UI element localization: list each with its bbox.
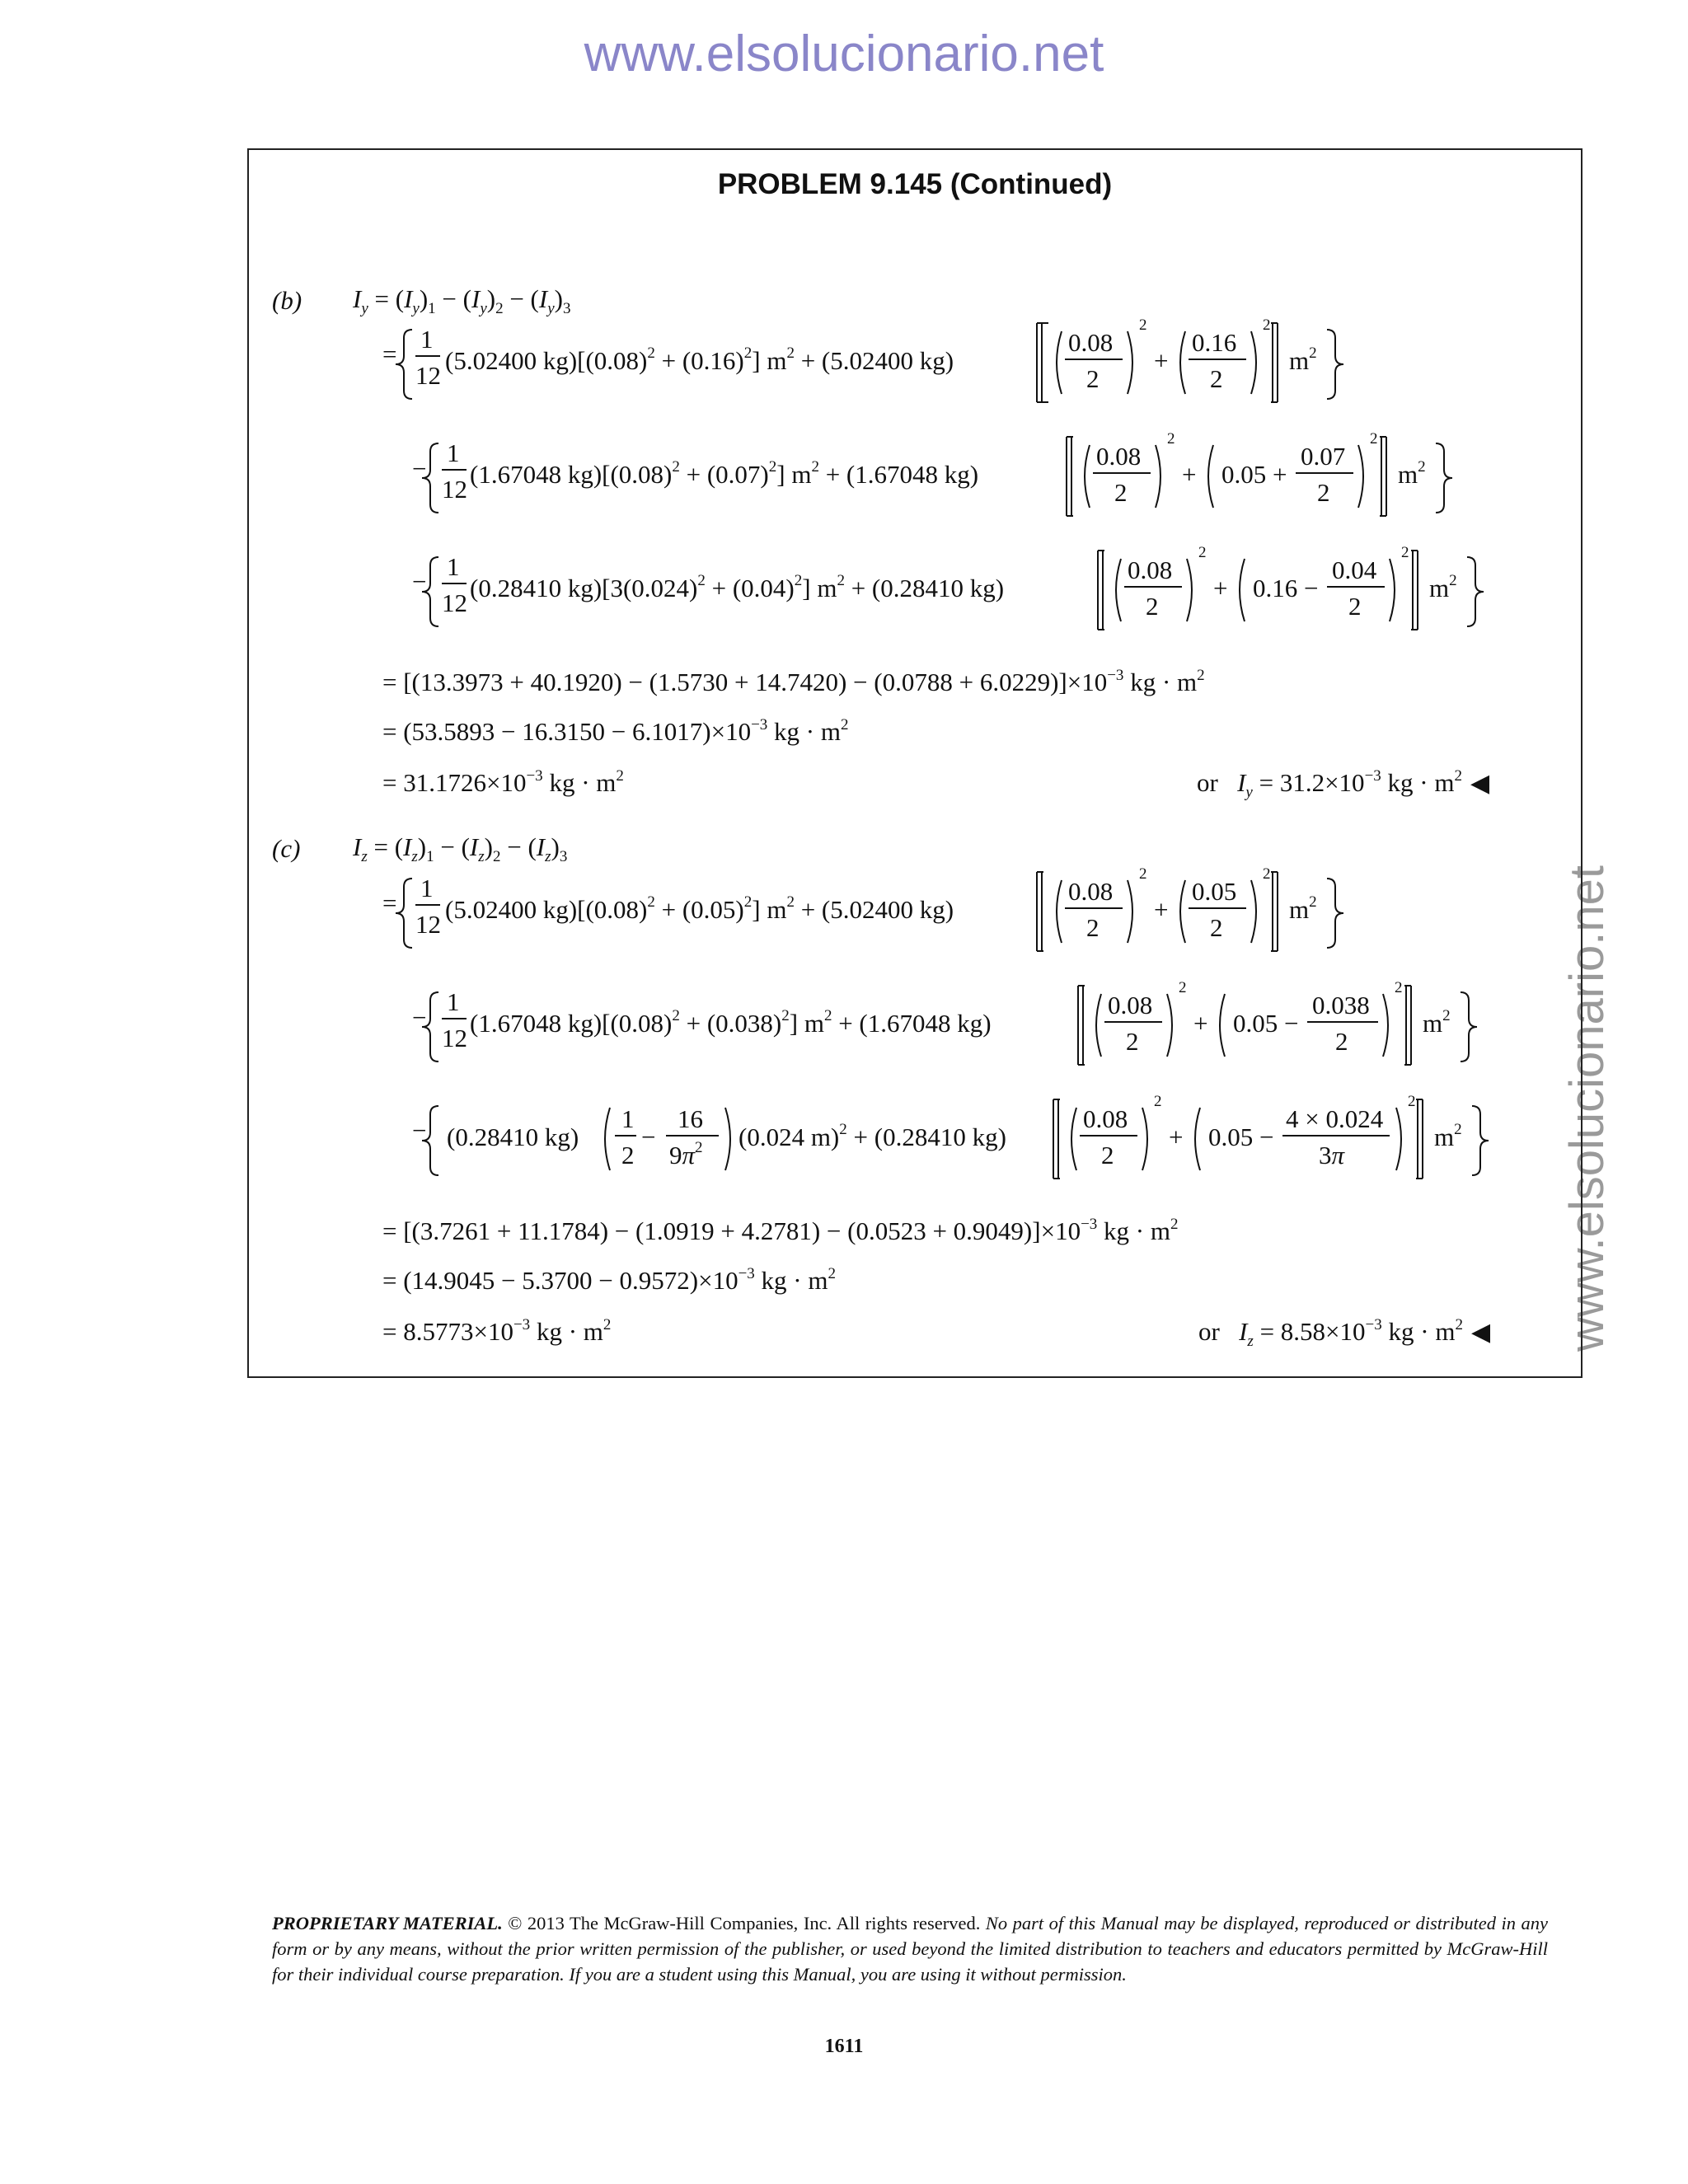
svg-text:12: 12 bbox=[442, 1024, 467, 1052]
svg-text:9π2: $9\pi^2$ bbox=[669, 1139, 703, 1169]
svg-text:12: 12 bbox=[415, 910, 441, 939]
svg-text:+: + bbox=[1154, 346, 1169, 375]
svg-text:0.038: 0.038 bbox=[1312, 991, 1370, 1019]
svg-text:1: 1 bbox=[420, 874, 434, 902]
svg-text:1: 1 bbox=[447, 987, 460, 1016]
svg-text:m2: $m^2$ bbox=[1429, 572, 1457, 602]
svg-text:2: 2 bbox=[1395, 979, 1403, 996]
part-c-final-value: = $8.5773\times 10^{-3}$ kg · $m^2$ bbox=[382, 1316, 612, 1346]
svg-text:2: 2 bbox=[1167, 430, 1175, 448]
svg-text:0.08: 0.08 bbox=[1068, 877, 1114, 906]
svg-text:0.08: 0.08 bbox=[1128, 555, 1173, 584]
svg-text:2: 2 bbox=[1126, 1027, 1139, 1056]
svg-text:2: 2 bbox=[1139, 865, 1147, 883]
svg-text:0.05: 0.05 bbox=[1192, 877, 1237, 906]
part-b-label: (b) bbox=[272, 286, 302, 315]
svg-text:−: − bbox=[412, 1116, 427, 1145]
svg-text:−: − bbox=[412, 567, 427, 596]
svg-text:12: 12 bbox=[442, 588, 467, 617]
answer-marker-icon: ◀ bbox=[1470, 1319, 1491, 1346]
svg-text:+: + bbox=[1193, 1009, 1208, 1038]
svg-text:16: 16 bbox=[678, 1104, 703, 1133]
answer-marker-icon: ◀ bbox=[1470, 770, 1490, 797]
part-c-answer: or $I_z = 8.58\times 10^{-3}$ kg · $m^2$ ◀ bbox=[1198, 1316, 1491, 1350]
svg-text:2: 2 bbox=[1335, 1027, 1348, 1056]
svg-text:2: 2 bbox=[1348, 592, 1362, 621]
watermark-top: www.elsolucionario.net bbox=[584, 26, 1104, 82]
svg-text:(5.02400 kg)[(0.08)2 + (0.05)2: (5.02400 $kg)[(0.08)^2 + (0.05)^2] m^2 + (5.02400$ kg) bbox=[445, 893, 954, 924]
svg-text:2: 2 bbox=[1154, 1093, 1162, 1110]
svg-text:−: − bbox=[641, 1122, 656, 1151]
svg-text:0.08: 0.08 bbox=[1068, 328, 1114, 357]
svg-text:(5.02400 kg)[(0.08)2 + (0.16)2: (5.02400 $kg)[(0.08)^2 + (0.16)^2] m^2 + (5.02400$ kg) bbox=[445, 344, 954, 375]
svg-text:1: 1 bbox=[447, 552, 460, 581]
svg-text:(0.024 m)2 + (0.28410 kg): (0.024 m)$^2$ + (0.28410 kg) bbox=[738, 1121, 1006, 1151]
svg-text:2: 2 bbox=[1263, 316, 1271, 334]
part-c-sum-line-1: = $[(3.7261 + 11.1784) - (1.0919 + 4.2781) - (0.0523 + 0.9049)]\times 10^{-3}$ kg · $m^2$ bbox=[382, 1216, 1179, 1245]
svg-text:0.05 −: 0.05 − bbox=[1233, 1009, 1299, 1038]
svg-text:1: 1 bbox=[447, 438, 460, 467]
svg-text:0.16 −: 0.16 − bbox=[1253, 574, 1319, 602]
svg-text:0.05 −: 0.05 − bbox=[1208, 1122, 1274, 1151]
part-b-sum-line-1: = $[(13.3973 + 40.1920) - (1.5730 + 14.7420) - (0.0788 + 6.0229)]\times 10^{-3}$ kg · $m^2$ bbox=[382, 667, 1205, 696]
svg-text:2: 2 bbox=[1086, 364, 1100, 393]
svg-text:0.07: 0.07 bbox=[1301, 442, 1346, 471]
svg-text:2: 2 bbox=[1210, 364, 1223, 393]
part-c-label: (c) bbox=[272, 834, 301, 863]
svg-text:(1.67048 kg)[(0.08)2 + (0.07)2: (1.67048 $kg)[(0.08)^2 + (0.07)^2] m^2 + (1.67048$ kg) bbox=[470, 458, 979, 489]
svg-text:(0.28410 kg): (0.28410 kg) bbox=[447, 1122, 579, 1151]
svg-text:2: 2 bbox=[1198, 544, 1207, 561]
part-b-final-value: = $31.1726\times 10^{-3}$ kg · $m^2$ bbox=[382, 767, 624, 797]
svg-text:12: 12 bbox=[442, 475, 467, 504]
svg-text:2: 2 bbox=[1114, 478, 1128, 507]
page-number: 1611 bbox=[824, 2036, 864, 2057]
part-b-sum-line-2: = $(53.5893 - 16.3150 - 6.1017)\times 10^{-3}$ kg · $m^2$ bbox=[382, 716, 849, 746]
svg-text:2: 2 bbox=[1179, 979, 1187, 996]
svg-text:+: + bbox=[1154, 895, 1169, 924]
svg-text:3π: 3π bbox=[1319, 1141, 1345, 1169]
svg-text:1: 1 bbox=[621, 1104, 635, 1133]
svg-text:+: + bbox=[1169, 1122, 1184, 1151]
svg-text:m2: $m^2$ bbox=[1289, 893, 1317, 924]
svg-text:−: − bbox=[412, 454, 427, 483]
svg-text:m2: $m^2$ bbox=[1289, 344, 1317, 375]
svg-text:4 × 0.024: 4 × 0.024 bbox=[1286, 1104, 1384, 1133]
svg-text:12: 12 bbox=[415, 361, 441, 390]
svg-text:m2: $m^2$ bbox=[1434, 1121, 1462, 1151]
part-b-equation-header: $I_y = (I_y)_1 - (I_y)_2 - (I_y)_3$ bbox=[353, 284, 571, 317]
part-c-equation-header: $I_z = (I_z)_1 - (I_z)_2 - (I_z)_3$ bbox=[353, 832, 568, 865]
svg-text:2: 2 bbox=[1408, 1093, 1416, 1110]
svg-text:0.05 +: 0.05 + bbox=[1221, 460, 1287, 489]
svg-text:2: 2 bbox=[1401, 544, 1409, 561]
svg-text:(1.67048 kg)[(0.08)2 + (0.038): (1.67048 $kg)[(0.08)^2 + (0.038)^2] m^2 + (1.67048$ kg) bbox=[470, 1007, 992, 1038]
watermark-side: www.elsolucionario.net bbox=[1560, 865, 1614, 1352]
svg-text:2: 2 bbox=[1101, 1141, 1114, 1169]
svg-text:0.08: 0.08 bbox=[1108, 991, 1153, 1019]
svg-text:−: − bbox=[412, 1003, 427, 1032]
svg-text:2: 2 bbox=[1139, 316, 1147, 334]
svg-text:2: 2 bbox=[1146, 592, 1159, 621]
svg-text:=: = bbox=[382, 340, 397, 368]
svg-text:+: + bbox=[1213, 574, 1228, 602]
svg-text:(0.28410 kg)[3(0.024)2 + (0.04: (0.28410 $kg)[3(0.024)^2 + (0.04)^2] m^2 + (0.28410$ kg) bbox=[470, 572, 1005, 602]
svg-text:+: + bbox=[1182, 460, 1197, 489]
part-c-sum-line-2: = $(14.9045 - 5.3700 - 0.9572)\times 10^{-3}$ kg · $m^2$ bbox=[382, 1265, 836, 1295]
svg-text:0.04: 0.04 bbox=[1332, 555, 1377, 584]
svg-text:m2: $m^2$ bbox=[1398, 458, 1426, 489]
problem-title: PROBLEM 9.145 (Continued) bbox=[717, 168, 1113, 200]
svg-text:0.08: 0.08 bbox=[1096, 442, 1142, 471]
svg-text:2: 2 bbox=[621, 1141, 635, 1169]
svg-text:2: 2 bbox=[1317, 478, 1330, 507]
solution-box bbox=[247, 148, 1582, 1378]
svg-text:m2: $m^2$ bbox=[1423, 1007, 1451, 1038]
svg-text:1: 1 bbox=[420, 325, 434, 354]
svg-text:0.16: 0.16 bbox=[1192, 328, 1237, 357]
svg-text:0.08: 0.08 bbox=[1083, 1104, 1128, 1133]
svg-text:2: 2 bbox=[1370, 430, 1378, 448]
proprietary-notice: PROPRIETARY MATERIAL. © 2013 The McGraw-Hill Companies, Inc. All rights reserved. No part of this Manual may be displayed, reproduced or distributed in any form or by any means, without the prior written permission of the publisher, or used beyond the limited distribution to teachers and educators permitted by McGraw-Hill for their individual course preparation. If you are a student using this Manual, you are using it without permission. bbox=[272, 1913, 1548, 1985]
svg-text:2: 2 bbox=[1263, 865, 1271, 883]
svg-text:2: 2 bbox=[1086, 913, 1100, 942]
part-b-answer: or $I_y = 31.2\times 10^{-3}$ kg · $m^2$ ◀ bbox=[1197, 767, 1490, 801]
svg-text:=: = bbox=[382, 888, 397, 917]
svg-text:2: 2 bbox=[1210, 913, 1223, 942]
